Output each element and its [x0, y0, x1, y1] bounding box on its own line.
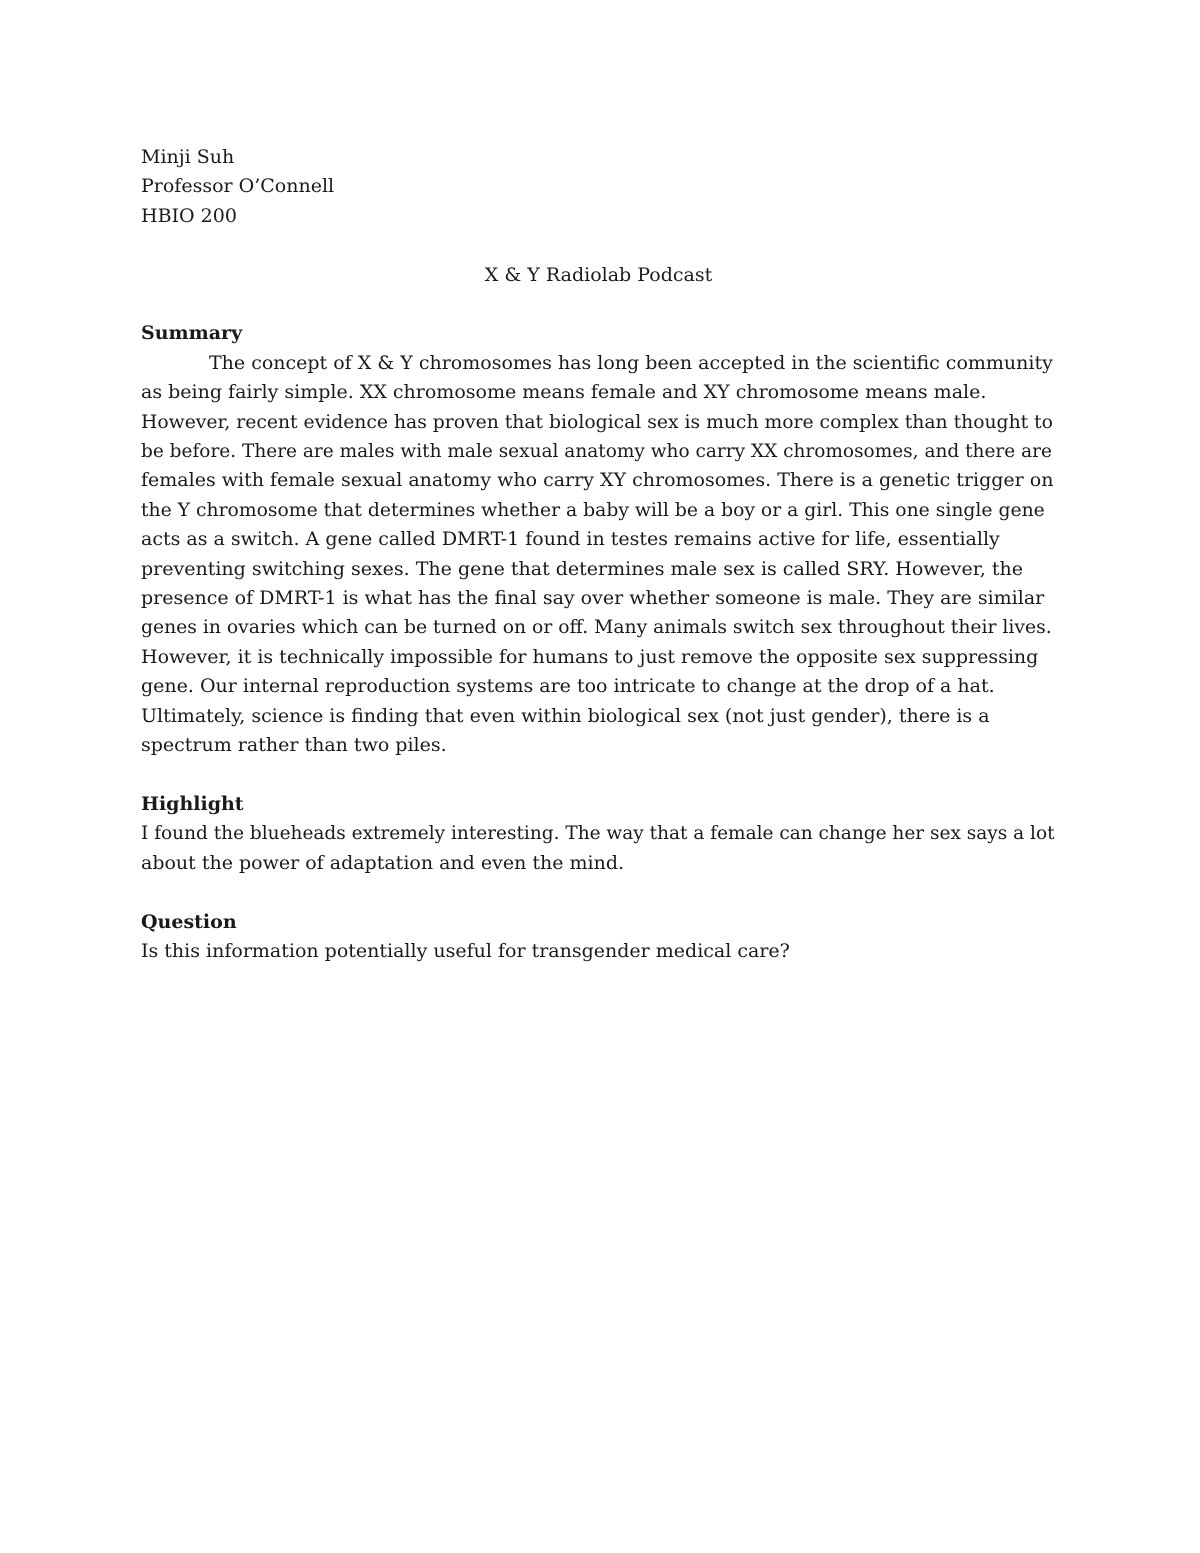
- summary-line: the Y chromosome that determines whether a baby will be a boy or a girl. This one single gene: [141, 499, 1045, 521]
- professor-name: Professor O’Connell: [141, 175, 335, 198]
- question-heading: Question: [141, 910, 237, 933]
- course-code: HBIO 200: [141, 204, 237, 227]
- summary-section: [141, 319, 1056, 760]
- summary-line: spectrum rather than two piles.: [141, 734, 447, 757]
- highlight-paragraph: [141, 819, 1056, 878]
- summary-paragraph: [141, 349, 1056, 761]
- summary-line: be before. There are males with male sexual anatomy who carry XX chromosomes, and there are: [141, 441, 1052, 463]
- header-block: [141, 143, 1056, 231]
- summary-line: However, recent evidence has proven that biological sex is much more complex than thought to: [141, 411, 1053, 433]
- highlight-heading: Highlight: [141, 792, 244, 815]
- question-section: [141, 908, 1056, 967]
- summary-line: gene. Our internal reproduction systems are too intricate to change at the drop of a hat.: [141, 675, 995, 698]
- summary-line: genes in ovaries which can be turned on or off. Many animals switch sex throughout their lives.: [141, 617, 1052, 639]
- highlight-line: I found the blueheads extremely interesting. The way that a female can change her sex says a lot: [141, 823, 1055, 845]
- summary-line: presence of DMRT-1 is what has the final say over whether someone is male. They are similar: [141, 587, 1045, 610]
- document-title: X & Y Radiolab Podcast: [484, 263, 713, 286]
- highlight-line: about the power of adaptation and even the mind.: [141, 851, 625, 874]
- question-line: Is this information potentially useful for transgender medical care?: [141, 939, 790, 962]
- summary-line: The concept of X & Y chromosomes has long been accepted in the scientific community: [209, 351, 1053, 374]
- summary-line: preventing switching sexes. The gene that determines male sex is called SRY. However, the: [141, 557, 1023, 580]
- summary-line: However, it is technically impossible for humans to just remove the opposite sex suppressing: [141, 645, 1039, 668]
- author-name: Minji Suh: [141, 146, 235, 168]
- summary-line: acts as a switch. A gene called DMRT-1 found in testes remains active for life, essentially: [141, 528, 1000, 551]
- document-page: [141, 143, 1056, 996]
- summary-line: as being fairly simple. XX chromosome means female and XY chromosome means male.: [141, 381, 987, 404]
- summary-line: females with female sexual anatomy who carry XY chromosomes. There is a genetic trigger on: [141, 469, 1054, 492]
- summary-heading: Summary: [141, 322, 243, 345]
- question-paragraph: [141, 937, 1056, 966]
- summary-line: Ultimately, science is finding that even within biological sex (not just gender), there is a: [141, 704, 990, 727]
- highlight-section: [141, 790, 1056, 878]
